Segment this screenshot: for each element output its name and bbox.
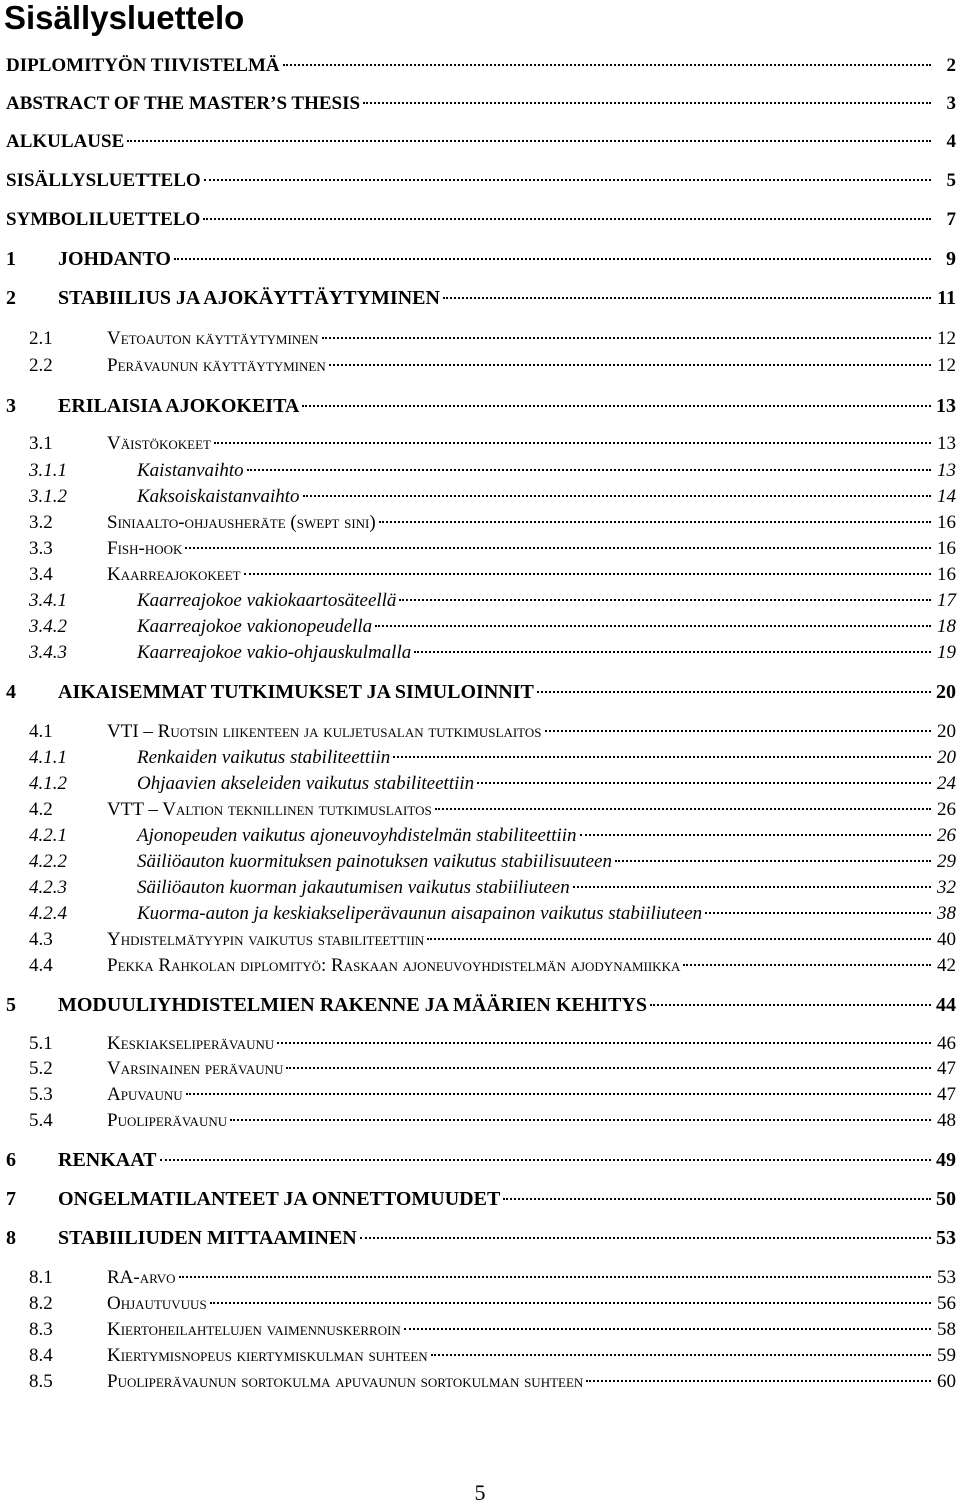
toc-entry-label: Renkaiden vaikutus stabiliteettiin (137, 747, 391, 768)
toc-section[interactable] (6, 1082, 956, 1108)
toc-entry-label: Kaarreajokoe vakionopeudella (137, 616, 373, 637)
dot-leader (329, 364, 931, 366)
dot-leader (185, 547, 931, 549)
toc-entry-label: VTT – Valtion teknillinen tutkimuslaitos (107, 799, 432, 820)
toc-entry-label: SISÄLLYSLUETTELO (6, 170, 201, 191)
toc-entry-label: Kiertymisnopeus kiertymiskulman suhteen (107, 1345, 428, 1366)
toc-entry-page: 11 (937, 287, 956, 309)
toc-entry-label: Yhdistelmätyypin vaikutus stabiliteettiin (107, 929, 425, 950)
toc-entry-label: Perävaunun käyttäytyminen (107, 355, 326, 376)
toc-entry-label: Säiliöauton kuorman jakautumisen vaikutus stabiiliuteen (137, 877, 570, 898)
toc-entry-page: 29 (937, 851, 956, 872)
toc-entry-page: 58 (937, 1319, 956, 1340)
dot-leader (537, 691, 931, 693)
toc-subsection[interactable] (6, 823, 956, 849)
toc-entry-number: 3.1.1 (29, 460, 67, 481)
toc-entry-page: 13 (936, 395, 956, 417)
dot-leader (286, 1067, 931, 1069)
dot-leader (179, 1276, 931, 1278)
toc-entry-number: 5 (6, 994, 16, 1016)
toc-entry-number: 4.2.2 (29, 851, 67, 872)
dot-leader (399, 599, 931, 601)
toc-entry-label: Kuorma-auton ja keskiakseliperävaunun aisapainon vaikutus stabiiliuteen (137, 903, 703, 924)
dot-leader (435, 808, 931, 810)
toc-entry-number: 4.3 (29, 929, 53, 950)
toc-entry-page: 53 (936, 1227, 956, 1249)
toc-entry-label: DIPLOMITYÖN TIIVISTELMÄ (6, 55, 280, 76)
dot-leader (186, 1093, 931, 1095)
toc-subsection[interactable] (6, 484, 956, 510)
toc-chapter[interactable] (6, 246, 956, 272)
toc-entry-page: 9 (946, 248, 956, 270)
toc-entry-page: 3 (946, 93, 956, 114)
dot-leader (247, 469, 931, 471)
toc-entry-label: ABSTRACT OF THE MASTER’S THESIS (6, 93, 361, 114)
dot-leader (302, 405, 931, 407)
toc-chapter[interactable] (6, 1186, 956, 1212)
toc-entry-page: 46 (937, 1033, 956, 1054)
toc-entry-page: 44 (936, 994, 956, 1016)
toc-subsection[interactable] (6, 458, 956, 484)
toc-entry-number: 3.4.3 (29, 642, 67, 663)
toc-section[interactable] (6, 536, 956, 562)
toc-entry-number: 6 (6, 1149, 16, 1171)
toc-entry-label: Vetoauton käyttäytyminen (107, 328, 319, 349)
dot-leader (443, 297, 931, 299)
dot-leader (322, 337, 931, 339)
toc-entry-label: Ajonopeuden vaikutus ajoneuvoyhdistelmän stabiliteettiin (137, 825, 577, 846)
toc-entry-page: 40 (937, 929, 956, 950)
toc-entry-number: 3 (6, 395, 16, 417)
toc-entry-label: Ohjautuvuus (107, 1293, 207, 1314)
toc-entry-label: AIKAISEMMAT TUTKIMUKSET JA SIMULOINNIT (58, 681, 534, 703)
dot-leader (404, 1328, 931, 1330)
toc-section[interactable] (6, 1056, 956, 1082)
toc-entry-page: 56 (937, 1293, 956, 1314)
toc-entry-page: 38 (937, 903, 956, 924)
dot-leader (230, 1119, 931, 1121)
toc-section[interactable] (6, 431, 956, 457)
dot-leader (204, 179, 931, 181)
toc-section[interactable] (6, 1031, 956, 1057)
toc-subsection[interactable] (6, 849, 956, 875)
toc-entry-page: 42 (937, 955, 956, 976)
dot-leader (580, 834, 931, 836)
toc-entry-page: 20 (936, 681, 956, 703)
toc-entry-page: 18 (937, 616, 956, 637)
dot-leader (477, 782, 931, 784)
toc-entry-label: Säiliöauton kuormituksen painotuksen vaikutus stabiilisuuteen (137, 851, 612, 872)
toc-entry-label: Kaksoiskaistanvaihto (137, 486, 300, 507)
dot-leader (363, 102, 931, 104)
toc-entry-page: 16 (937, 564, 956, 585)
toc-entry-label: VTI – Ruotsin liikenteen ja kuljetusalan tutkimuslaitos (107, 721, 542, 742)
toc-entry-number: 4.1.2 (29, 773, 67, 794)
toc-chapter[interactable] (6, 992, 956, 1018)
dot-leader (283, 64, 931, 66)
toc-entry-label: Puoliperävaunu (107, 1110, 228, 1131)
toc-entry-number: 4.1.1 (29, 747, 67, 768)
toc-subsection[interactable] (6, 901, 956, 927)
dot-leader (503, 1198, 931, 1200)
dot-leader (573, 886, 931, 888)
toc-entry-page: 2 (946, 55, 956, 76)
dot-leader (375, 625, 931, 627)
page-title: Sisällysluettelo (4, 0, 245, 36)
dot-leader (360, 1237, 931, 1239)
toc-entry-label: Keskiakseliperävaunu (107, 1033, 275, 1054)
toc-section[interactable] (6, 719, 956, 745)
toc-entry-number: 3.1.2 (29, 486, 67, 507)
toc-entry-number: 4.1 (29, 721, 53, 742)
toc-chapter[interactable] (6, 1147, 956, 1173)
dot-leader (244, 573, 931, 575)
toc-entry-label: Kaarreajokoe vakiokaartosäteellä (137, 590, 397, 611)
dot-leader (203, 218, 931, 220)
toc-entry-number: 5.4 (29, 1110, 53, 1131)
toc-entry-number: 8 (6, 1227, 16, 1249)
toc-entry-number: 3.2 (29, 512, 53, 533)
toc-section[interactable] (6, 1108, 956, 1134)
toc-entry-number: 4 (6, 681, 16, 703)
toc-entry[interactable] (6, 168, 956, 194)
toc-entry-page: 32 (937, 877, 956, 898)
toc-entry-page: 19 (937, 642, 956, 663)
toc-entry-label: STABIILIUDEN MITTAAMINEN (58, 1227, 357, 1249)
toc-chapter[interactable] (6, 1225, 956, 1251)
dot-leader (160, 1159, 931, 1161)
toc-entry-page: 59 (937, 1345, 956, 1366)
toc-chapter[interactable] (6, 285, 956, 311)
dot-leader (683, 964, 931, 966)
toc-section[interactable] (6, 927, 956, 953)
toc-entry-page: 12 (937, 328, 956, 349)
toc-entry-page: 16 (937, 512, 956, 533)
dot-leader (431, 1354, 931, 1356)
toc-entry-label: JOHDANTO (58, 248, 171, 270)
toc-entry-page: 47 (937, 1058, 956, 1079)
toc-entry-page: 60 (937, 1371, 956, 1392)
toc-entry-number: 5.3 (29, 1084, 53, 1105)
toc-entry-label: SYMBOLILUETTELO (6, 209, 201, 230)
toc-entry-label: ALKULAUSE (6, 131, 125, 152)
dot-leader (705, 912, 931, 914)
toc-entry-number: 4.2.1 (29, 825, 67, 846)
toc-entry-page: 16 (937, 538, 956, 559)
toc-entry[interactable] (6, 53, 956, 79)
toc-section[interactable] (6, 326, 956, 352)
dot-leader (414, 651, 931, 653)
toc-entry-number: 4.2 (29, 799, 53, 820)
toc-entry-page: 17 (937, 590, 956, 611)
toc-entry[interactable] (6, 207, 956, 233)
toc-chapter[interactable] (6, 679, 956, 705)
toc-entry-page: 20 (937, 747, 956, 768)
toc-entry-page: 26 (937, 825, 956, 846)
toc-entry-label: RENKAAT (58, 1149, 157, 1171)
toc-entry-page: 5 (946, 170, 956, 191)
dot-leader (127, 140, 931, 142)
toc-entry-number: 4.2.4 (29, 903, 67, 924)
toc-section[interactable] (6, 1291, 956, 1317)
toc-entry-label: STABIILIUS JA AJOKÄYTTÄYTYMINEN (58, 287, 440, 309)
toc-entry-page: 50 (936, 1188, 956, 1210)
toc-entry-page: 48 (937, 1110, 956, 1131)
toc-entry-page: 47 (937, 1084, 956, 1105)
toc-entry-label: Siniaalto-ohjausheräte (swept sini) (107, 512, 376, 533)
toc-entry-number: 3.4 (29, 564, 53, 585)
toc-entry-page: 13 (937, 460, 956, 481)
toc-chapter[interactable] (6, 393, 956, 419)
toc-entry-number: 5.2 (29, 1058, 53, 1079)
page-number: 5 (474, 1480, 486, 1505)
toc-section[interactable] (6, 1265, 956, 1291)
toc-entry-number: 2.2 (29, 355, 53, 376)
toc-section[interactable] (6, 1317, 956, 1343)
toc-entry-page: 14 (937, 486, 956, 507)
toc-entry-number: 3.4.1 (29, 590, 67, 611)
dot-leader (303, 495, 931, 497)
toc-section[interactable] (6, 510, 956, 536)
toc-section[interactable] (6, 953, 956, 979)
toc-entry-number: 3.1 (29, 433, 53, 454)
toc-entry-number: 7 (6, 1188, 16, 1210)
toc-entry-page: 20 (937, 721, 956, 742)
toc-entry-number: 3.3 (29, 538, 53, 559)
toc-entry-page: 13 (937, 433, 956, 454)
toc-entry-label: RA-arvo (107, 1267, 176, 1288)
toc-entry-number: 4.4 (29, 955, 53, 976)
toc-entry-label: Kaarreajokoe vakio-ohjauskulmalla (137, 642, 412, 663)
toc-entry-label: Kaarreajokokeet (107, 564, 241, 585)
toc-subsection[interactable] (6, 588, 956, 614)
toc-entry-page: 49 (936, 1149, 956, 1171)
toc-subsection[interactable] (6, 875, 956, 901)
toc-entry-label: Fish-hook (107, 538, 183, 559)
dot-leader (210, 1302, 931, 1304)
toc-entry-page: 26 (937, 799, 956, 820)
dot-leader (586, 1380, 931, 1382)
toc-section[interactable] (6, 353, 956, 379)
toc-entry-label: MODUULIYHDISTELMIEN RAKENNE JA MÄÄRIEN KEHITYS (58, 994, 647, 1016)
toc-entry-number: 8.3 (29, 1319, 53, 1340)
toc-entry-label: Puoliperävaunun sortokulma apuvaunun sortokulman suhteen (107, 1371, 584, 1392)
toc-entry-page: 4 (946, 131, 956, 152)
toc-entry-page: 24 (937, 773, 956, 794)
toc-entry-number: 2 (6, 287, 16, 309)
toc-subsection[interactable] (6, 771, 956, 797)
dot-leader (214, 442, 931, 444)
toc-entry-label: Apuvaunu (107, 1084, 183, 1105)
dot-leader (545, 730, 932, 732)
toc-entry-label: ERILAISIA AJOKOKEITA (58, 395, 300, 417)
toc-entry-number: 2.1 (29, 328, 53, 349)
toc-entry-label: Pekka Rahkolan diplomityö: Raskaan ajoneuvoyhdistelmän ajodynamiikka (107, 955, 681, 976)
toc-subsection[interactable] (6, 745, 956, 771)
toc-entry-label: Ohjaavien akseleiden vaikutus stabiliteettiin (137, 773, 475, 794)
toc-entry-number: 8.5 (29, 1371, 53, 1392)
dot-leader (174, 258, 931, 260)
toc-entry-number: 8.4 (29, 1345, 53, 1366)
dot-leader (277, 1042, 931, 1044)
toc-entry-page: 12 (937, 355, 956, 376)
dot-leader (615, 860, 931, 862)
toc-entry-label: Kiertoheilahtelujen vaimennuskerroin (107, 1319, 401, 1340)
toc-entry-number: 8.1 (29, 1267, 53, 1288)
toc-entry-page: 53 (937, 1267, 956, 1288)
dot-leader (393, 756, 931, 758)
dot-leader (427, 938, 931, 940)
toc-entry-number: 3.4.2 (29, 616, 67, 637)
toc-section[interactable] (6, 1343, 956, 1369)
toc-entry-number: 8.2 (29, 1293, 53, 1314)
toc-section[interactable] (6, 562, 956, 588)
dot-leader (650, 1004, 931, 1006)
toc-entry-label: Varsinainen perävaunu (107, 1058, 284, 1079)
toc-section[interactable] (6, 1369, 956, 1395)
toc-entry-label: ONGELMATILANTEET JA ONNETTOMUUDET (58, 1188, 501, 1210)
toc-section[interactable] (6, 797, 956, 823)
toc-entry-number: 5.1 (29, 1033, 53, 1054)
toc-subsection[interactable] (6, 640, 956, 666)
dot-leader (379, 521, 931, 523)
toc-entry[interactable] (6, 91, 956, 117)
toc-entry-number: 1 (6, 248, 16, 270)
toc-entry-label: Väistökokeet (107, 433, 211, 454)
toc-entry-number: 4.2.3 (29, 877, 67, 898)
toc-entry-page: 7 (946, 209, 956, 230)
toc-subsection[interactable] (6, 614, 956, 640)
toc-entry-label: Kaistanvaihto (137, 460, 244, 481)
toc-entry[interactable] (6, 129, 956, 155)
